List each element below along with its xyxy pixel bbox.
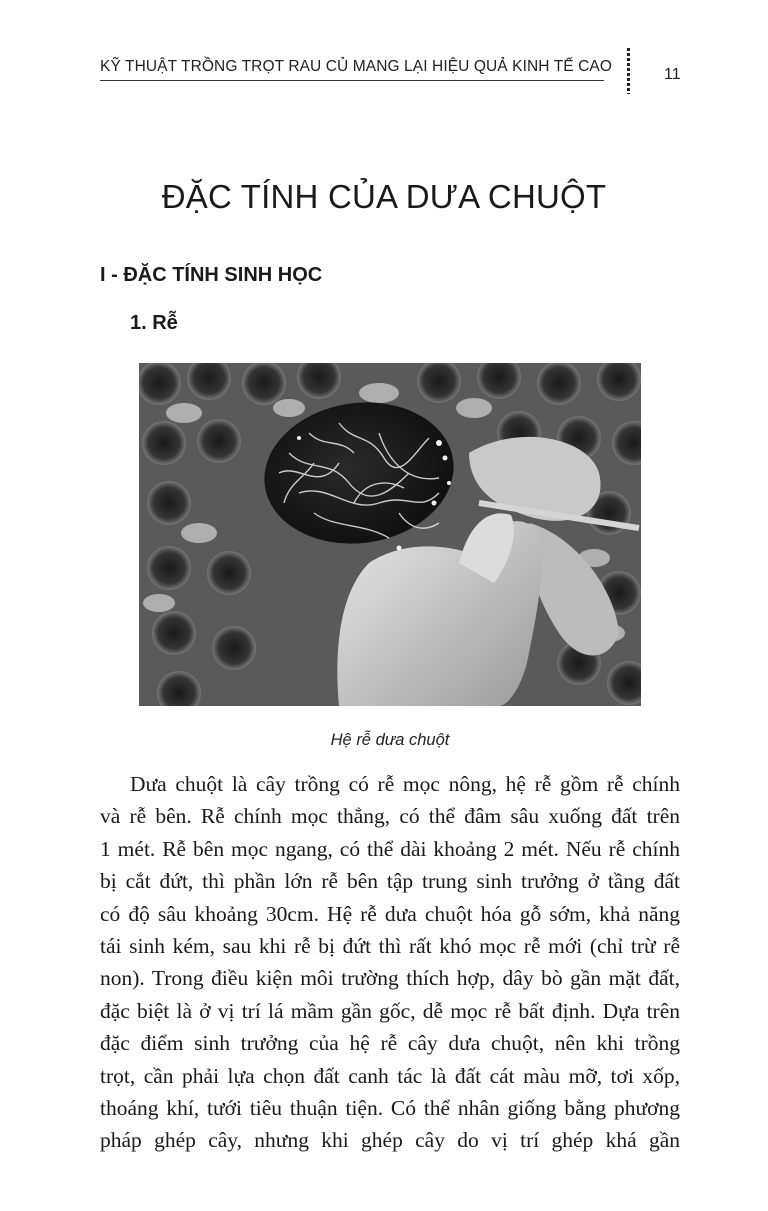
body-line: có độ sâu khoảng 30cm. Hệ rễ dưa chuột hóa gỗ sớm, khả năng <box>100 901 680 926</box>
body-line: thoáng khí, tưới tiêu thuận tiện. Có thể nhân giống bằng phương <box>100 1096 680 1121</box>
header-divider <box>627 48 630 94</box>
body-line: đặc điểm sinh trưởng của hệ rễ cây dưa chuột, nên khi trồng <box>100 1031 680 1056</box>
body-line: non). Trong điều kiện môi trường thích hợp, dây bò gần mặt đất, <box>100 966 680 991</box>
figure-caption: Hệ rễ dưa chuột <box>330 731 450 749</box>
body-line: bị cắt đứt, thì phần lớn rễ bên tập trung sinh trưởng ở tầng đất <box>100 869 680 894</box>
body-line: 1 mét. Rễ bên mọc ngang, có thể dài khoảng 2 mét. Nếu rễ chính <box>100 836 680 861</box>
running-header-title: KỸ THUẬT TRỒNG TRỌT RAU CỦ MANG LẠI HIỆU QUẢ KINH TẾ CAO <box>100 58 604 81</box>
body-paragraph <box>100 768 680 1157</box>
body-line: trọt, cần phải lựa chọn đất canh tác là đất cát màu mỡ, tơi xốp, <box>100 1063 680 1088</box>
body-line: Dưa chuột là cây trồng có rễ mọc nông, hệ rễ gồm rễ chính <box>130 772 680 796</box>
body-line: đặc biệt là ở vị trí lá mầm gần gốc, dễ mọc rễ bất định. Dựa trên <box>100 998 680 1023</box>
section-heading: I - ĐẶC TÍNH SINH HỌC <box>100 264 323 286</box>
body-line: tái sinh kém, sau khi rễ bị đứt thì rất khó mọc rễ mới (chỉ trừ rễ <box>100 934 680 959</box>
subsection-heading: 1. Rễ <box>130 312 178 334</box>
cucumber-root-photo <box>139 363 641 706</box>
body-line: và rễ bên. Rễ chính mọc thẳng, có thể đâm sâu xuống đất trên <box>100 804 680 829</box>
chapter-title: ĐẶC TÍNH CỦA DƯA CHUỘT <box>161 178 607 215</box>
body-line: pháp ghép cây, nhưng khi ghép cây do vị trí ghép khá gần <box>100 1128 680 1153</box>
page-number: 11 <box>664 66 681 83</box>
